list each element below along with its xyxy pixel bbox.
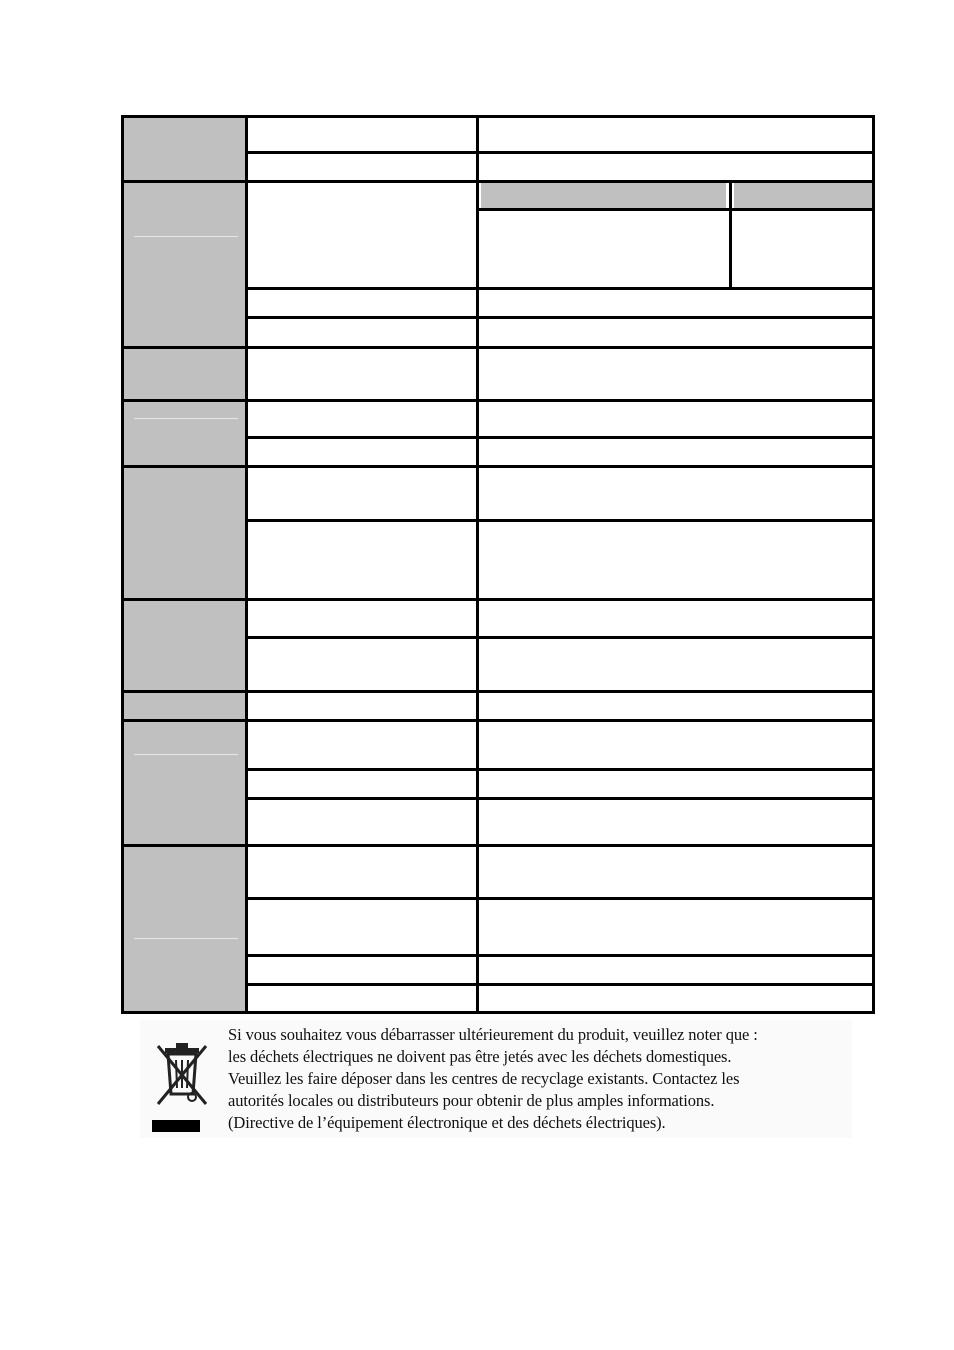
notice-line: les déchets électriques ne doivent pas être jetés avec les déchets domestiques.	[228, 1047, 732, 1066]
table-row-rule	[476, 208, 872, 211]
table-category-cell	[124, 183, 245, 346]
table-category-cell	[124, 118, 245, 180]
table-row-rule	[245, 436, 872, 439]
table-row-rule	[245, 519, 872, 522]
table-row-rule	[245, 768, 872, 771]
table-row-rule	[245, 897, 872, 900]
table-row-rule	[124, 180, 872, 183]
table-row-rule	[124, 346, 872, 349]
table-row-rule	[245, 983, 872, 986]
table-row-rule	[245, 287, 872, 290]
table-row-rule	[124, 844, 872, 847]
table-category-cell	[124, 601, 245, 690]
specification-table	[121, 115, 875, 1014]
table-subheader-cell	[734, 183, 872, 208]
table-row-rule	[245, 636, 872, 639]
table-row-rule	[245, 151, 872, 154]
table-column-rule	[476, 118, 479, 1011]
table-column-rule	[729, 180, 732, 290]
table-row-rule	[124, 465, 872, 468]
table-category-cell	[124, 402, 245, 465]
crossed-out-wheelie-bin-icon	[148, 1024, 216, 1132]
notice-line: (Directive de l’équipement électronique et des déchets électriques).	[228, 1113, 666, 1132]
notice-line: autorités locales ou distributeurs pour obtenir de plus amples informations.	[228, 1091, 715, 1110]
table-category-cell	[124, 349, 245, 399]
category-divider	[134, 938, 238, 939]
table-category-cell	[124, 722, 245, 844]
notice-line: Si vous souhaitez vous débarrasser ultérieurement du produit, veuillez noter que :	[228, 1025, 758, 1044]
table-row-rule	[245, 954, 872, 957]
table-row-rule	[245, 316, 872, 319]
table-category-cell	[124, 468, 245, 598]
table-column-rule	[245, 118, 248, 1011]
table-subheader-cell	[481, 183, 726, 208]
category-divider	[134, 236, 238, 237]
table-row-rule	[124, 598, 872, 601]
table-row-rule	[124, 690, 872, 693]
category-divider	[134, 754, 238, 755]
table-row-rule	[124, 719, 872, 722]
table-category-cell	[124, 847, 245, 1011]
disposal-notice-text	[228, 1024, 852, 1134]
table-category-cell	[124, 693, 245, 719]
table-row-rule	[124, 399, 872, 402]
category-divider	[134, 418, 238, 419]
disposal-notice	[140, 1020, 852, 1138]
table-row-rule	[245, 797, 872, 800]
notice-line: Veuillez les faire déposer dans les centres de recyclage existants. Contactez les	[228, 1069, 740, 1088]
